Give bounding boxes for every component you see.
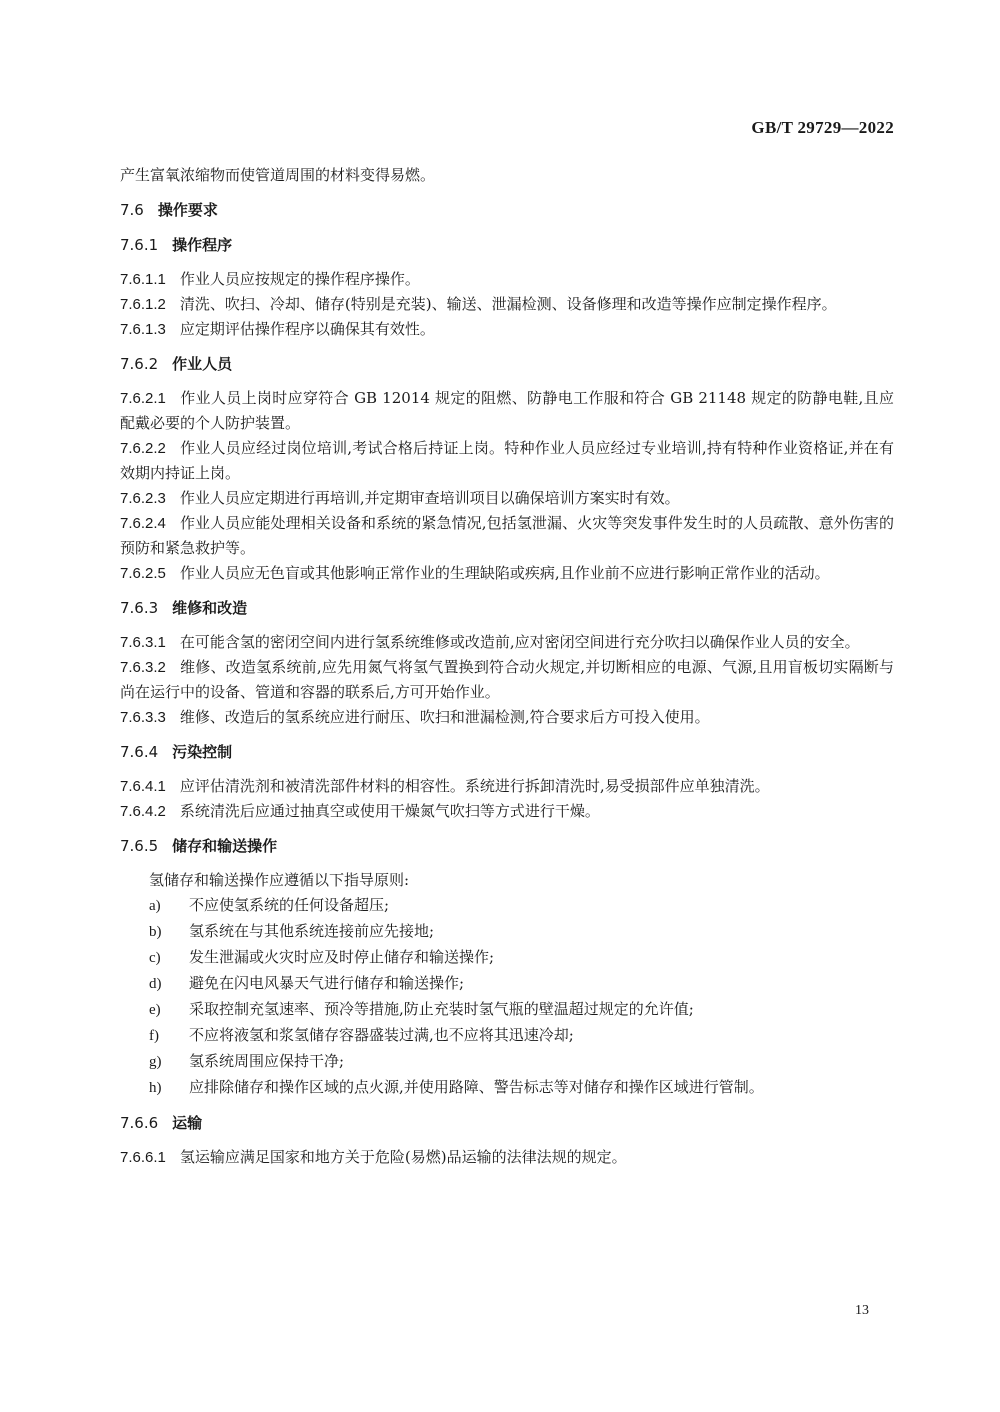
clause-text: 维修、改造氢系统前,应先用氮气将氢气置换到符合动火规定,并切断相应的电源、气源,且用盲板切实隔断与尚在运行中的设备、管道和容器的联系后,方可开始作业。 [120,658,894,701]
clause-text: 作业人员上岗时应穿符合 GB 12014 规定的阻燃、防静电工作服和符合 GB 21148 规定的防静电鞋,且应配戴必要的个人防护装置。 [120,389,894,432]
clause [120,386,894,436]
clause-text: 作业人员应经过岗位培训,考试合格后持证上岗。特种作业人员应经过专业培训,持有特种作业资格证,并在有效期内持证上岗。 [120,439,894,482]
section-heading [120,233,894,258]
list-item [120,919,894,945]
clause-text: 作业人员应能处理相关设备和系统的紧急情况,包括氢泄漏、火灾等突发事件发生时的人员疏散、意外伤害的预防和紧急救护等。 [120,514,894,557]
section-heading [120,198,894,223]
clause [120,561,894,586]
section-title: 操作要求 [157,201,218,219]
section-title: 操作程序 [172,236,233,254]
document-body [120,163,894,1170]
clause-number: 7.6.2.1 [120,390,166,407]
clause [120,1145,894,1170]
clause-number: 7.6.6.1 [120,1149,166,1166]
clause-text: 作业人员应按规定的操作程序操作。 [179,270,420,288]
list-marker: g) [149,1054,162,1070]
clause-number: 7.6.2.5 [120,565,166,582]
clause-text: 氢运输应满足国家和地方关于危险(易燃)品运输的法律法规的规定。 [179,1148,627,1166]
list-marker: d) [149,976,162,992]
clause-number: 7.6.2.2 [120,440,166,457]
section-title: 污染控制 [172,743,233,761]
list-item [120,1075,894,1101]
standard-code: GB/T 29729—2022 [751,118,894,137]
clause-text: 应定期评估操作程序以确保其有效性。 [179,320,435,338]
list-item-text: 氢系统周围应保持干净; [189,1052,345,1070]
section-title: 储存和输送操作 [172,837,278,855]
clause [120,799,894,824]
clause-text: 在可能含氢的密闭空间内进行氢系统维修或改造前,应对密闭空间进行充分吹扫以确保作业人员的安全。 [179,633,860,651]
section-heading [120,1111,894,1136]
section-title: 维修和改造 [172,599,248,617]
clause-number: 7.6.1.2 [120,296,166,313]
list-item [120,971,894,997]
list-item [120,997,894,1023]
continuation-text: 产生富氧浓缩物而使管道周围的材料变得易燃。 [120,166,436,184]
clause-number: 7.6.3.3 [120,709,166,726]
section-heading [120,596,894,621]
section-title: 作业人员 [172,355,233,373]
clause [120,292,894,317]
clause-text: 作业人员应定期进行再培训,并定期审查培训项目以确保培训方案实时有效。 [179,489,680,507]
list-item [120,945,894,971]
section-number: 7.6.2 [120,355,159,373]
list-marker: e) [149,1002,161,1018]
clause-number: 7.6.2.3 [120,490,166,507]
clause [120,267,894,292]
section-title: 运输 [172,1114,203,1132]
section-number: 7.6.1 [120,236,159,254]
clause-number: 7.6.3.1 [120,634,166,651]
list-item-text: 不应将液氢和浆氢储存容器盛装过满,也不应将其迅速冷却; [189,1026,574,1044]
list-item [120,1023,894,1049]
clause [120,630,894,655]
list-item-text: 不应使氢系统的任何设备超压; [189,896,390,914]
list-marker: f) [149,1028,159,1044]
clause [120,486,894,511]
clause-text: 系统清洗后应通过抽真空或使用干燥氮气吹扫等方式进行干燥。 [179,802,600,820]
clause-number: 7.6.3.2 [120,659,166,676]
clause-text: 作业人员应无色盲或其他影响正常作业的生理缺陷或疾病,且作业前不应进行影响正常作业的活动。 [179,564,830,582]
section-number: 7.6.3 [120,599,159,617]
clause-text: 应评估清洗剂和被清洗部件材料的相容性。系统进行拆卸清洗时,易受损部件应单独清洗。 [179,777,770,795]
clause [120,436,894,486]
section-number: 7.6.6 [120,1114,159,1132]
clause-number: 7.6.1.3 [120,321,166,338]
section-heading [120,740,894,765]
clause-number: 7.6.4.2 [120,803,166,820]
clause-number: 7.6.4.1 [120,778,166,795]
list-marker: b) [149,924,162,940]
clause-number: 7.6.2.4 [120,515,166,532]
clause [120,705,894,730]
list-item-text: 避免在闪电风暴天气进行储存和输送操作; [189,974,465,992]
clause-number: 7.6.1.1 [120,271,166,288]
list-intro: 氢储存和输送操作应遵循以下指导原则: [149,871,410,889]
list-item-text: 应排除储存和操作区域的点火源,并使用路障、警告标志等对储存和操作区域进行管制。 [189,1078,764,1096]
clause [120,511,894,561]
section-number: 7.6.4 [120,743,159,761]
clause [120,655,894,705]
section-heading [120,834,894,859]
clause [120,774,894,799]
list-item [120,1049,894,1075]
list-item-text: 采取控制充氢速率、预冷等措施,防止充装时氢气瓶的壁温超过规定的允许值; [189,1000,694,1018]
list-item-text: 发生泄漏或火灾时应及时停止储存和输送操作; [189,948,495,966]
clause-text: 清洗、吹扫、冷却、储存(特别是充装)、输送、泄漏检测、设备修理和改造等操作应制定操作程序。 [179,295,837,313]
list-item-text: 氢系统在与其他系统连接前应先接地; [189,922,435,940]
section-number: 7.6 [120,201,144,219]
list-marker: a) [149,898,161,914]
list-marker: h) [149,1080,162,1096]
clause [120,317,894,342]
section-heading [120,352,894,377]
list-item [120,893,894,919]
page-number: 13 [855,1303,869,1318]
clause-text: 维修、改造后的氢系统应进行耐压、吹扫和泄漏检测,符合要求后方可投入使用。 [179,708,710,726]
section-number: 7.6.5 [120,837,159,855]
list-marker: c) [149,950,161,966]
